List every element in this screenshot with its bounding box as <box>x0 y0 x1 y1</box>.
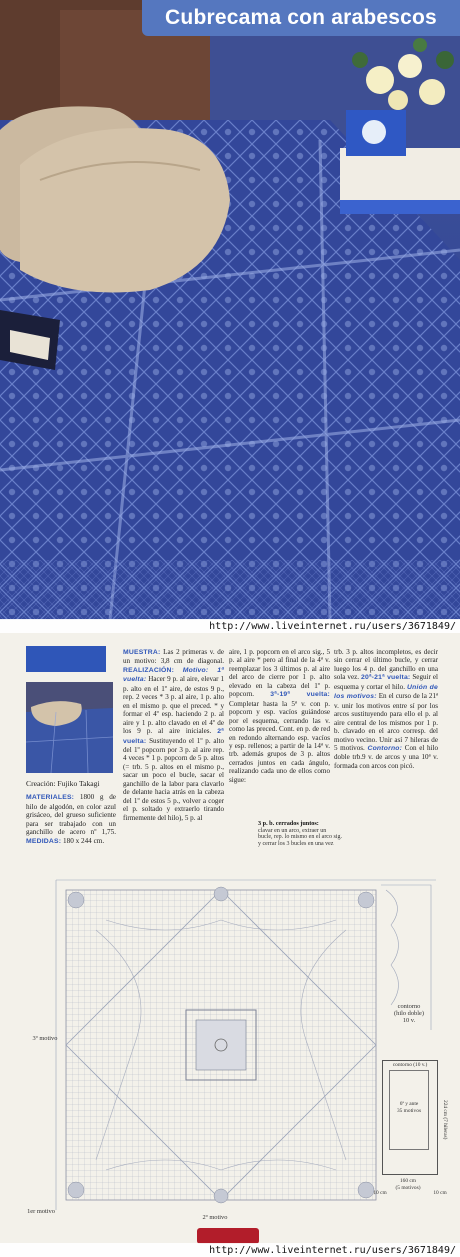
box-top-label: contorno (10 v.) <box>392 1062 428 1068</box>
watermark-bar-top <box>0 619 460 633</box>
col2-text2: Completar hasta la 5ª v. con p. popcorn y esp. vacíos guiándose por el esquema, cerrando las v. como las preced. Cont. en p. de red en redondo alternando esp. vacíos y esp. rellenos; a partir de la 14ª v. trb. además grupos de 3 p. altos cerrados juntos en cada ángulo, realizando cada uno de ellos como sigue: <box>229 699 330 784</box>
instructions-column-3 <box>334 648 438 770</box>
measures-text: 180 x 244 cm. <box>63 836 105 845</box>
label-motivo1: 1er motivo <box>27 1208 55 1215</box>
chart-motif <box>66 887 376 1203</box>
bottom-length-label: 160 cm <box>399 1178 417 1184</box>
inner-box <box>389 1070 429 1150</box>
bedspread-photo <box>0 0 460 620</box>
accent-block <box>26 646 106 672</box>
bedspread-illustration <box>0 0 460 620</box>
thumbnail-illustration <box>26 682 113 773</box>
col3-text2: Seguir el esquema y cortar el hilo. <box>334 673 438 691</box>
watermark-url-bottom: http://www.liveinternet.ru/users/3671849/ <box>209 1244 456 1256</box>
instructions-column-2 <box>229 648 330 784</box>
watermark-bar-bottom <box>0 1243 460 1257</box>
vuelta2-label: 2ª vuelta: <box>123 728 224 745</box>
materials-text: 1800 g de hilo de algodón, en color azul grisáceo, del grueso suficiente para ser trabajado con un ganchillo de acero nº 1,75. <box>26 793 116 837</box>
label-motivo3: 3º motivo <box>32 1035 58 1042</box>
page-title: Cubrecama con arabescos <box>165 6 437 29</box>
col3-text3: En el curso de la 21ª v. unir los motivos entre sí por los arcos sustituyendo para ello el p. al aire central de los mismos por 1 p. b. clavado en el arco corresp. del motivo vecino. Unir así 7 hileras de 5 motivos. <box>334 692 438 752</box>
col3-text: trb. 3 p. altos incompletos, es decir sin cerrar el último bucle, y cerrar luego los 4 p. del ganchillo en una sola vez. <box>334 648 438 682</box>
thumbnail-photo <box>26 682 113 773</box>
instructions-column-1 <box>123 648 224 822</box>
title-banner <box>142 0 460 36</box>
muestra-label: MUESTRA: <box>123 649 161 656</box>
legend-title: 3 p. b. cerrados juntos: <box>258 820 319 827</box>
motivo-label: Motivo: 1ª vuelta: <box>123 666 224 684</box>
vuelta3-label: 3ª-19ª vuelta: <box>270 691 330 699</box>
col2-text: aire, 1 p. popcorn en el arco sig., 5 p. al aire * pero al final de la 4ª v. reemplazar los 3 últimos p. al aire del arco de cierre por 1 p. alto elevado en la cabeza del 1º p. popcorn. <box>229 648 330 699</box>
col1-text2: Sustituyendo el 1º p. alto del 1º popcorn por 3 p. al aire rep. 4 veces * 1 p. popcorn de 5 p. altos (= trb. 5 p. altos en el mismo p., sacar un poco el bucle, sacar el ganchillo de la labor para clavarlo de delante hacia atrás en la cabeza del 1º de estos 5 p., volver a coger el p. soltado y extraerlo tirando firmemente del hilo), 5 p. al <box>123 736 224 822</box>
stitch-legend <box>258 821 342 847</box>
label-contorno-text: contorno <box>397 1003 421 1010</box>
bottom-motivos-label: (5 motivos) <box>395 1185 421 1191</box>
side-length-label: 224 cm (7 hileras) <box>442 1100 448 1140</box>
label-hilo-doble: (hilo doble) <box>394 1010 424 1017</box>
materials-label: MATERIALES: <box>26 794 75 801</box>
dimensions-box <box>382 1060 438 1175</box>
vuelta20-label: 20ª-21ª vuelta: <box>360 674 411 682</box>
realizacion-label: REALIZACIÓN: <box>123 666 175 674</box>
edge-left-label: 10 cm <box>373 1190 387 1196</box>
col1-text: Hacer 9 p. al aire, elevar 1 p. alto en el 1º aire, de estos 9 p., rep. 2 veces * 3 p. al aire, 1 p. alto en el mismo p. que el preced. * y formar el 4º esp. haciendo 2 p. al aire y 1 p. alto clavado en el 4º de los 9 p. al aire iniciales. <box>123 675 224 736</box>
edge-right-label: 10 cm <box>433 1190 447 1196</box>
label-contorno <box>384 1003 434 1024</box>
measures-label: MEDIDAS: <box>26 837 62 845</box>
materials-block <box>26 793 116 847</box>
box-inner-a: 6ª y ante <box>399 1101 419 1107</box>
label-motivo2: 2º motivo <box>202 1214 228 1221</box>
watermark-url-top: http://www.liveinternet.ru/users/3671849/ <box>209 620 456 632</box>
designer-credit: Creación: Fujiko Takagi <box>26 779 100 788</box>
muestra-text: Las 2 primeras v. de un motivo: 3,8 cm de diagonal. <box>123 648 224 666</box>
legend-text: clavar en un arco, extraer un bucle, rep. lo mismo en el arco sig. y cerrar los 3 bucles en una vez <box>258 827 342 847</box>
label-10v: 10 v. <box>402 1017 416 1024</box>
box-inner-b: 35 motivos <box>396 1108 422 1114</box>
union-label: Unión de los motivos: <box>334 683 438 701</box>
contorno-label: Contorno: <box>367 744 403 752</box>
col3-text4: Con el hilo doble trb.9 v. de arcos y una 10ª v. formada con arcos con picó. <box>334 743 438 770</box>
magazine-logo <box>197 1228 259 1244</box>
